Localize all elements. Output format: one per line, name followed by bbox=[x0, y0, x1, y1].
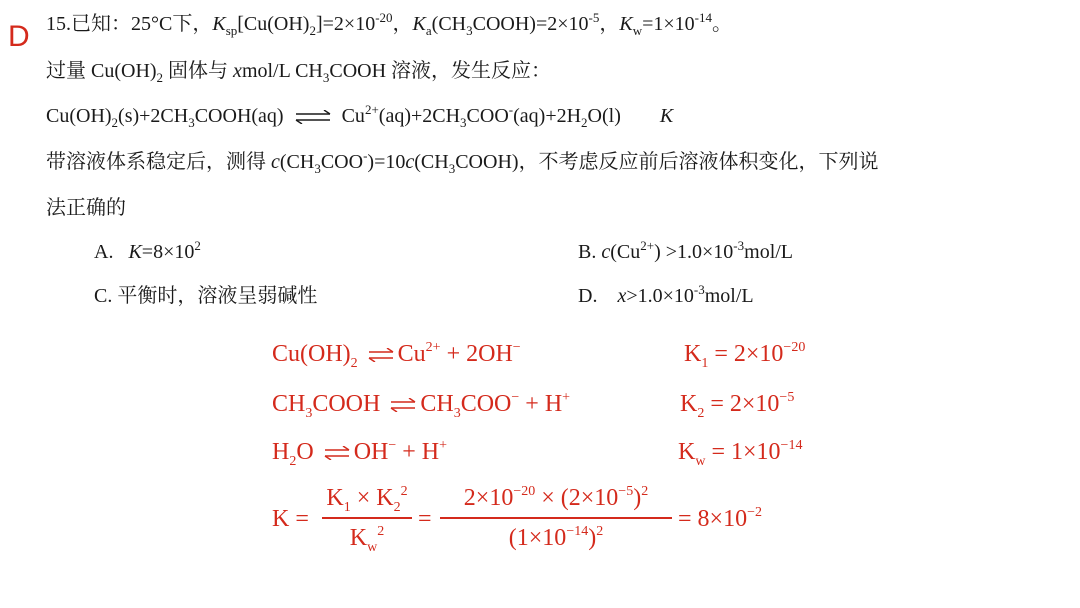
k-result: = $8\times 10^{-2}$ bbox=[678, 505, 762, 532]
k-result-mantissa: 8×10 bbox=[697, 506, 748, 532]
k1-label: K bbox=[684, 341, 702, 367]
question-number: 15. bbox=[46, 13, 71, 35]
concentration-relation: $c(CH_3COO^-)=10c(CH_3COOH)$ bbox=[271, 148, 519, 176]
fraction-1-bar bbox=[322, 517, 412, 519]
option-b: B. $c(Cu^{2+}) >1.0\times 10^{-3}mol/L$ bbox=[578, 238, 794, 263]
question-line-4 bbox=[46, 150, 879, 174]
solution-kw: $K_w = 1\times 10^{-14}$ bbox=[678, 438, 803, 469]
equilibrium-arrow-icon bbox=[324, 446, 350, 460]
fraction-2-denominator: $(1\times 10^{-14})^2$ bbox=[508, 524, 604, 551]
line2-part-1: 过量 Cu(OH) bbox=[46, 60, 157, 82]
fraction-1-denominator: $K_w^2$ bbox=[349, 524, 385, 555]
solution-eq-1: $Cu(OH)_2$ $Cu^{2+} + 2OH^-$ bbox=[272, 340, 521, 371]
question-lead: 已知：25°C下， bbox=[71, 13, 213, 35]
option-a-label: A. bbox=[94, 241, 114, 263]
line4-part-1: 带溶液体系稳定后，测得 bbox=[46, 151, 266, 173]
equilibrium-arrow-icon bbox=[390, 398, 416, 412]
reaction-constant: K bbox=[659, 105, 674, 127]
option-c bbox=[94, 284, 317, 308]
reaction-left: Cu(OH) bbox=[46, 105, 112, 127]
variable-x: x bbox=[233, 60, 242, 82]
k-result-exponent: −2 bbox=[747, 505, 762, 520]
equilibrium-arrow-icon bbox=[368, 348, 394, 362]
k-final-label: K = bbox=[272, 506, 309, 532]
question-line-2: 过量 $Cu(OH)_2$ 固体与 xmol/L $CH_3COOH$ 溶液，发生反应： bbox=[46, 60, 552, 85]
equilibrium-arrow-icon bbox=[294, 110, 332, 124]
option-a: A. $K=8\times 10^2$ bbox=[94, 238, 201, 263]
solution-k2: $K_2 = 2\times 10^{-5}$ bbox=[680, 390, 795, 421]
line2-part-4: COOH 溶液，发生反应： bbox=[329, 60, 552, 82]
line2-part-2: 固体与 bbox=[163, 60, 234, 82]
solution-eq-3: $H_2O$ OH− + H+ bbox=[272, 438, 448, 469]
question-line-5: 法正确的 bbox=[46, 197, 126, 219]
fraction-1-numerator: $K_1 \times K_2^2$ bbox=[326, 484, 408, 515]
reaction-equation: $Cu(OH)_2(s)+2CH_3COOH(aq)$ $Cu^{2+}(aq)+2CH_3COO^-(aq)+2H_2O(l)$ K bbox=[46, 102, 674, 130]
option-d: D. $x>1.0\times 10^{-3}mol/L$ bbox=[578, 282, 754, 307]
option-c-text: 平衡时，溶液呈弱碱性 bbox=[117, 285, 318, 307]
kw-label: K bbox=[678, 439, 696, 465]
option-c-label: C. bbox=[94, 285, 113, 307]
fraction-2-numerator: $2\times 10^{-20} \times (2\times 10^{-5})^2$ bbox=[463, 484, 649, 511]
answer-mark: D bbox=[8, 20, 30, 53]
option-d-label: D. bbox=[578, 285, 598, 307]
equals-sign: = bbox=[418, 506, 432, 532]
fraction-2-bar bbox=[440, 517, 672, 519]
solution-eq-2: $CH_3COOH$ $CH_3COO^- + H^+$ bbox=[272, 390, 571, 421]
solution-k1: $K_1 = 2\times 10^{-20}$ bbox=[684, 340, 806, 371]
line2-part-3: mol/L CH bbox=[241, 60, 323, 82]
question-line-1 bbox=[46, 12, 732, 36]
k-final: K bbox=[272, 506, 290, 532]
option-b-label: B. bbox=[578, 241, 597, 263]
k2-label: K bbox=[680, 391, 698, 417]
ksp-expression: $K_{sp}[Cu(OH)_2]=2\times 10^{-20}$，$K_a(CH_3COOH)=2\times 10^{-5}$，$K_w=1\times 10^{-14}$。 bbox=[212, 10, 732, 38]
line4-part-2: ，不考虑反应前后溶液体积变化，下列说 bbox=[518, 151, 879, 173]
